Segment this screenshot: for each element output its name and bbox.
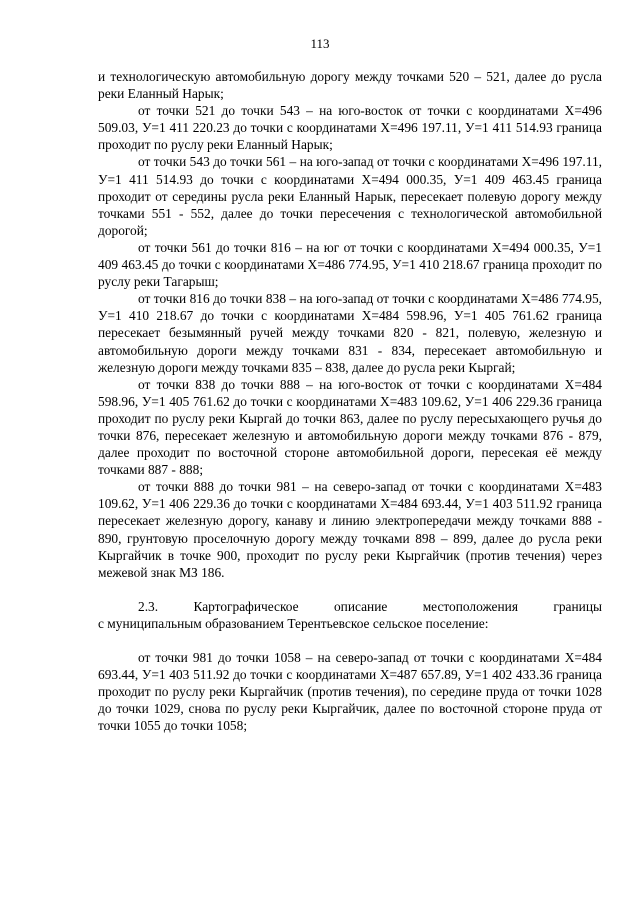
paragraph-segment-521-543: от точки 521 до точки 543 – на юго-восток от точки с координатами X=496 509.03, У=1 411 220.23 до точки с координатами X=496 197.11, У=1 411 514.93 граница проходит по руслу реки Еланный Нарык; <box>98 103 602 153</box>
document-body <box>98 68 602 734</box>
paragraph-segment-543-561: от точки 543 до точки 561 – на юго-запад от точки с координатами X=496 197.11, У=1 411 514.93 до точки с координатами X=494 000.35, У=1 409 463.45 граница проходит от середины русла реки Еланный Нарык, пересекает полевую дорогу между точками 551 - 552, далее до точки пересечения с технологической автомобильной дорогой; <box>98 154 602 238</box>
paragraph-continuation: и технологическую автомобильную дорогу между точками 520 – 521, далее до русла реки Еланный Нарык; <box>98 69 602 102</box>
paragraph-segment-981-1058: от точки 981 до точки 1058 – на северо-запад от точки с координатами X=484 693.44, У=1 403 511.92 до точки с координатами X=487 657.89, У=1 402 433.36 граница проходит по руслу реки Кыргайчик (против течения), по середине пруда от точки 1028 до точки 1029, снова по руслу реки Кыргайчик, далее по восточной стороне пруда от точки 1055 до точки 1058; <box>98 650 602 734</box>
section-number: 2.3. <box>138 598 159 614</box>
section-heading <box>98 598 602 615</box>
paragraph-segment-838-888: от точки 838 до точки 888 – на юго-восток от точки с координатами X=484 598.96, У=1 405 761.62 до точки с координатами X=483 109.62, У=1 406 229.36 граница проходит по руслу реки Кыргай до точки 863, далее по руслу пересыхающего ручья до точки 876, пересекает железную и автомобильную дороги между точками 876 - 879, далее проходит по восточной стороне автомобильной дороги, пересекая её между точками 887 - 888; <box>98 376 602 478</box>
section-title-word: границы <box>553 598 602 614</box>
paragraph-segment-888-981: от точки 888 до точки 981 – на северо-запад от точки с координатами X=483 109.62, У=1 406 229.36 до точки с координатами X=484 693.44, У=1 403 511.92 граница пересекает железную дорогу, канаву и линию электропередачи между точками 888 - 890, грунтовую проселочную дорогу между точками 898 – 899, далее до русла реки Кыргайчик в точке 900, проходит по руслу реки Кыргайчик (против течения) через межевой знак МЗ 186. <box>98 479 602 580</box>
page-number: 113 <box>310 36 330 51</box>
section-title-line2: с муниципальным образованием Терентьевское сельское поселение: <box>98 615 489 631</box>
paragraph-segment-561-816: от точки 561 до точки 816 – на юг от точки с координатами X=494 000.35, У=1 409 463.45 до точки с координатами X=486 774.95, У=1 410 218.67 граница проходит по руслу реки Тагарыш; <box>98 239 602 290</box>
section-title-word: описание <box>333 598 388 614</box>
section-title-word: местоположения <box>422 598 518 614</box>
section-title-word: Картографическое <box>193 598 299 614</box>
paragraph-segment-816-838: от точки 816 до точки 838 – на юго-запад от точки с координатами X=486 774.95, У=1 410 218.67 до точки с координатами X=484 598.96, У=1 405 761.62 граница пересекает безымянный ручей между точками 820 - 821, полевую, железную и автомобильную дороги между точками 831 - 834, пересекает автомобильную и железную дороги между точками 835 – 838, далее до русла реки Кыргай; <box>98 291 602 375</box>
